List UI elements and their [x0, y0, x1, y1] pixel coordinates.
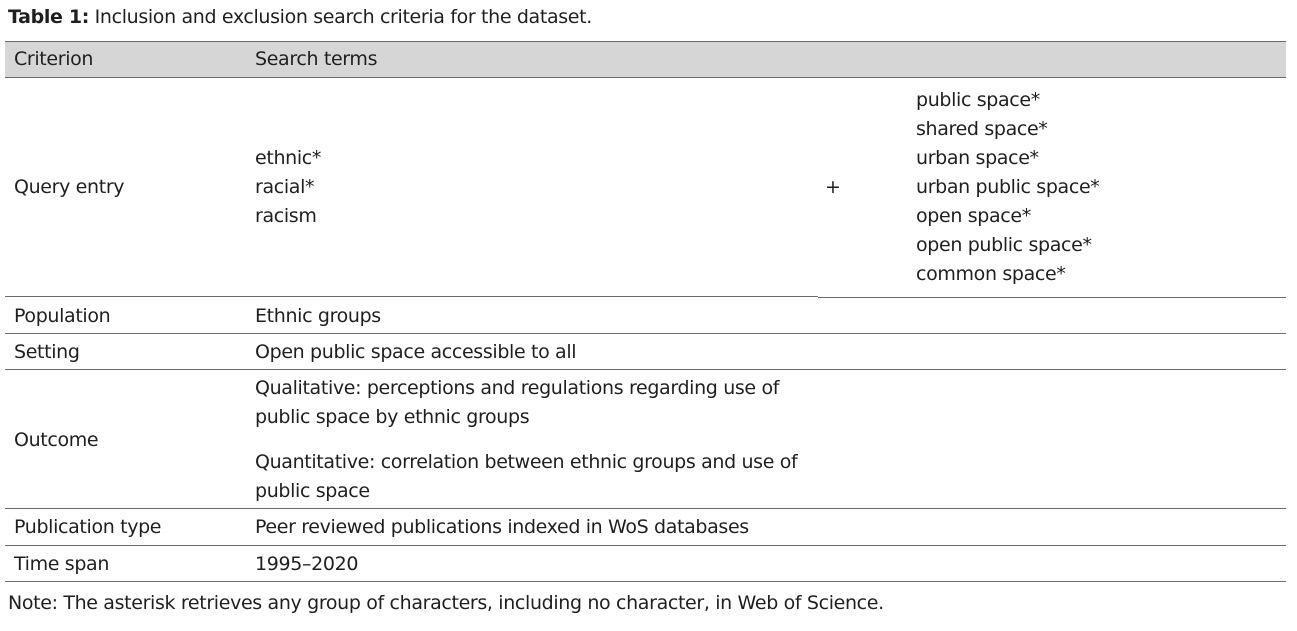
query-term: racism — [255, 205, 317, 227]
query-term: urban public space* — [916, 176, 1100, 198]
header-search-terms: Search terms — [255, 48, 378, 70]
header-bottom-rule — [5, 77, 1286, 78]
query-terms-left — [255, 144, 321, 231]
outcome-label: Outcome — [14, 429, 99, 451]
outcome-line: Qualitative: perceptions and regulations regarding use of — [255, 377, 780, 399]
header-criterion: Criterion — [14, 48, 94, 70]
query-term: ethnic* — [255, 147, 321, 169]
caption-label: Table 1: — [8, 6, 89, 28]
table-caption — [8, 6, 592, 28]
query-terms-right — [916, 86, 1099, 289]
query-term: public space* — [916, 89, 1040, 111]
time-span-value: 1995–2020 — [255, 553, 359, 575]
query-term: racial* — [255, 176, 315, 198]
population-value: Ethnic groups — [255, 305, 381, 327]
row-rule — [5, 545, 1286, 546]
table-header-row — [5, 42, 1286, 77]
query-term: urban space* — [916, 147, 1039, 169]
publication-type-label: Publication type — [14, 516, 162, 538]
row-rule — [5, 333, 1286, 334]
query-term: common space* — [916, 263, 1066, 285]
row-rule-left — [5, 296, 818, 297]
publication-type-value: Peer reviewed publications indexed in WoS databases — [255, 516, 749, 538]
outcome-quantitative — [255, 448, 797, 506]
setting-label: Setting — [14, 341, 80, 363]
outcome-line: public space — [255, 480, 370, 502]
query-entry-label: Query entry — [14, 176, 125, 198]
outcome-line: Quantitative: correlation between ethnic groups and use of — [255, 451, 798, 473]
caption-text: Inclusion and exclusion search criteria for the dataset. — [88, 6, 592, 28]
query-term: shared space* — [916, 118, 1048, 140]
table-bottom-rule — [5, 581, 1286, 582]
table-note: Note: The asterisk retrieves any group of characters, including no character, in Web of Science. — [8, 592, 884, 614]
time-span-label: Time span — [14, 553, 110, 575]
query-term: open space* — [916, 205, 1031, 227]
population-label: Population — [14, 305, 111, 327]
query-term: open public space* — [916, 234, 1092, 256]
outcome-line: public space by ethnic groups — [255, 406, 530, 428]
setting-value: Open public space accessible to all — [255, 341, 577, 363]
outcome-qualitative — [255, 374, 779, 432]
row-rule — [5, 508, 1286, 509]
row-rule — [5, 369, 1286, 370]
row-rule-right — [818, 297, 1286, 298]
query-operator: + — [825, 176, 841, 198]
